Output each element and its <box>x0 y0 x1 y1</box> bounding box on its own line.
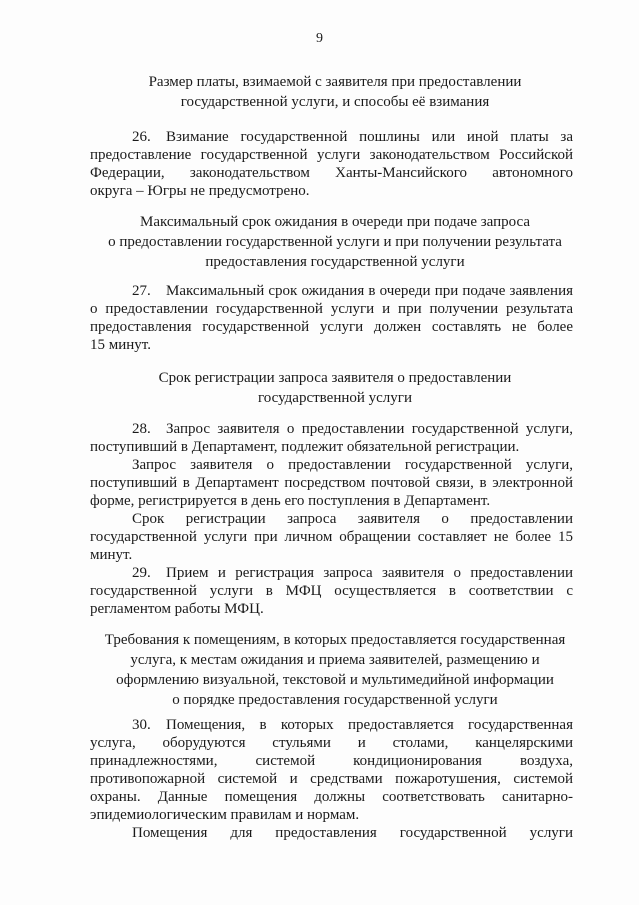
paragraph-line: поступивший в Департамент, подлежит обязательной регистрации. <box>90 439 520 455</box>
paragraph-line: о предоставлении государственной услуги и при получении результата <box>90 301 573 317</box>
paragraph-26-end <box>90 182 573 200</box>
paragraph-line: государственной услуги при личном обращении составляет не более 15 <box>90 529 573 545</box>
paragraph-28b-cont <box>90 474 573 492</box>
paragraph-30b <box>90 824 573 842</box>
paragraph-27-end <box>90 336 573 354</box>
section-heading-registration <box>90 368 580 408</box>
paragraph-line: 15 минут. <box>90 337 151 353</box>
paragraph-number: 26. <box>132 129 151 145</box>
paragraph-28c-end <box>90 546 573 564</box>
heading-line: о предоставлении государственной услуги и при получении результата <box>108 234 562 250</box>
paragraph-text: Запрос заявителя о предоставлении государственной услуги, <box>166 421 573 437</box>
paragraph-line: охраны. Данные помещения должны соответствовать санитарно- <box>90 789 573 805</box>
section-heading-queue <box>90 212 580 272</box>
paragraph-line: Срок регистрации запроса заявителя о предоставлении <box>132 511 573 527</box>
paragraph-line: предоставления государственной услуги должен составлять не более <box>90 319 573 335</box>
paragraph-line: регламентом работы МФЦ. <box>90 601 264 617</box>
page-number: 9 <box>316 31 323 46</box>
paragraph-28 <box>90 420 573 438</box>
paragraph-text: Помещения, в которых предоставляется государственная <box>166 717 573 733</box>
paragraph-30 <box>90 716 573 734</box>
heading-line: Срок регистрации запроса заявителя о предоставлении <box>158 370 512 386</box>
paragraph-28b-end <box>90 492 573 510</box>
paragraph-line: поступивший в Департамент посредством почтовой связи, в электронной <box>90 475 573 491</box>
heading-line: Максимальный срок ожидания в очереди при подаче запроса <box>139 214 531 230</box>
paragraph-29-cont <box>90 582 573 600</box>
heading-line: о порядке предоставления государственной услуги <box>172 692 498 708</box>
paragraph-29-end <box>90 600 573 618</box>
paragraph-line: предоставление государственной услуги законодательством Российской <box>90 147 573 163</box>
heading-line: государственной услуги <box>258 390 412 406</box>
paragraph-text: Взимание государственной пошлины или иной платы за <box>166 129 573 145</box>
paragraph-line: принадлежностями, системой кондиционирования воздуха, <box>90 753 573 769</box>
paragraph-28b <box>90 456 573 474</box>
paragraph-line: Запрос заявителя о предоставлении государственной услуги, <box>132 457 573 473</box>
paragraph-number: 27. <box>132 283 151 299</box>
paragraph-30-cont-4 <box>90 788 573 806</box>
heading-line: Требования к помещениям, в которых предоставляется государственная <box>104 632 566 648</box>
paragraph-number: 30. <box>132 717 151 733</box>
paragraph-28-end <box>90 438 573 456</box>
paragraph-30-cont-1 <box>90 734 573 752</box>
section-heading-fee <box>90 72 580 112</box>
heading-line: Размер платы, взимаемой с заявителя при предоставлении <box>148 74 522 90</box>
paragraph-line: Федерации, законодательством Ханты-Мансийского автономного <box>90 165 573 181</box>
paragraph-text: Максимальный срок ожидания в очереди при подаче заявления <box>166 283 573 299</box>
paragraph-number: 28. <box>132 421 151 437</box>
paragraph-line: Помещения для предоставления государственной услуги <box>132 825 573 841</box>
heading-line: предоставления государственной услуги <box>205 254 465 270</box>
paragraph-line: минут. <box>90 547 133 563</box>
paragraph-text: Прием и регистрация запроса заявителя о предоставлении <box>166 565 573 581</box>
paragraph-28c-cont <box>90 528 573 546</box>
paragraph-line: противопожарной системой и средствами пожаротушения, системой <box>90 771 573 787</box>
paragraph-line: форме, регистрируется в день его поступления в Департамент. <box>90 493 491 509</box>
paragraph-number: 29. <box>132 565 151 581</box>
paragraph-line: эпидемиологическим правилам и нормам. <box>90 807 360 823</box>
paragraph-27-cont <box>90 300 573 336</box>
heading-line: государственной услуги, и способы её взимания <box>180 94 490 110</box>
heading-line: услуга, к местам ожидания и приема заявителей, размещению и <box>130 652 540 668</box>
paragraph-30-end <box>90 806 573 824</box>
paragraph-26 <box>90 128 573 146</box>
paragraph-30-cont-3 <box>90 770 573 788</box>
paragraph-28c <box>90 510 573 528</box>
paragraph-line: услуга, оборудуются стульями и столами, канцелярскими <box>90 735 573 751</box>
paragraph-27 <box>90 282 573 300</box>
paragraph-29 <box>90 564 573 582</box>
section-heading-premises <box>90 630 580 710</box>
paragraph-26-cont <box>90 146 573 182</box>
heading-line: оформлению визуальной, текстовой и мультимедийной информации <box>116 672 554 688</box>
paragraph-line: государственной услуги в МФЦ осуществляется в соответствии с <box>90 583 573 599</box>
paragraph-line: округа – Югры не предусмотрено. <box>90 183 310 199</box>
paragraph-30-cont-2 <box>90 752 573 770</box>
